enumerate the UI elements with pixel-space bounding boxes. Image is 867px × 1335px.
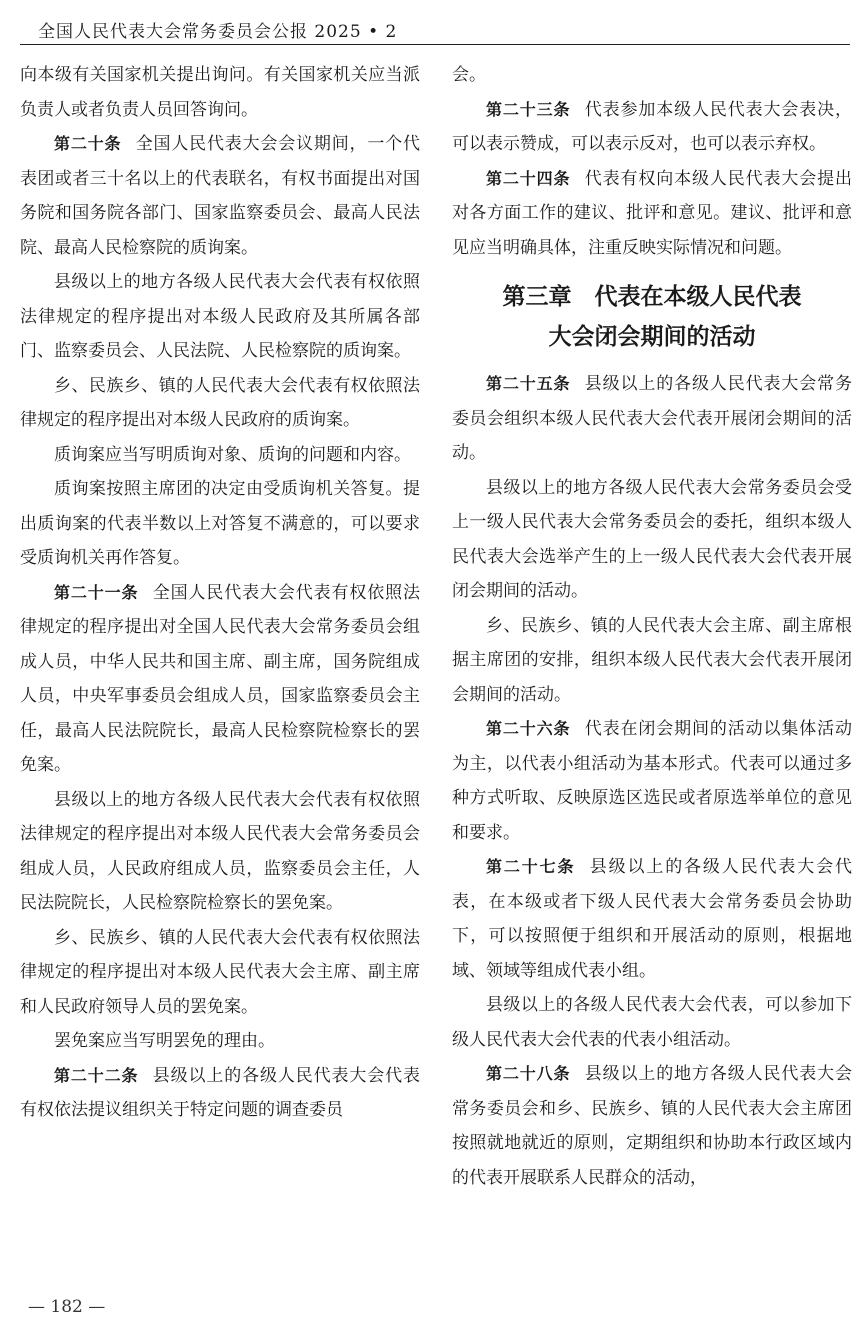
article-text: 全国人民代表大会会议期间，一个代表团或者三十名以上的代表联名，有权书面提出对国务院和国务院各部门、国家监察委员会、最高人民法院、最高人民检察院的质询案。	[20, 134, 420, 258]
right-column	[452, 58, 852, 1195]
paragraph: 质询案应当写明质询对象、质询的问题和内容。	[54, 444, 411, 465]
paragraph: 县级以上的地方各级人民代表大会代表有权依照法律规定的程序提出对本级人民政府及其所属各部门、监察委员会、人民法院、人民检察院的质询案。	[20, 272, 420, 361]
article-label: 第二十四条	[486, 168, 571, 188]
paragraph: 县级以上的各级人民代表大会代表，可以参加下级人民代表大会代表的代表小组活动。	[452, 995, 852, 1050]
article-text: 县级以上的各级人民代表大会常务委员会组织本级人民代表大会代表开展闭会期间的活动。	[452, 374, 852, 463]
article-text: 全国人民代表大会代表有权依照法律规定的程序提出对全国人民代表大会常务委员会组成人员，中华人民共和国主席、副主席，国务院组成人员，中央军事委员会组成人员，国家监察委员会主任，最高人民法院院长，最高人民检察院检察长的罢免案。	[20, 582, 420, 775]
article-text: 县级以上的各级人民代表大会代表有权依法提议组织关于特定问题的调查委员	[20, 1065, 420, 1120]
article-20	[20, 127, 420, 265]
chapter-title-line-2: 大会闭会期间的活动	[548, 324, 756, 350]
article-text: 代表参加本级人民代表大会表决，可以表示赞成，可以表示反对，也可以表示弃权。	[452, 99, 852, 154]
page-number: — 182 —	[28, 1297, 106, 1317]
article-label: 第二十一条	[54, 582, 139, 602]
paragraph: 向本级有关国家机关提出询问。有关国家机关应当派负责人或者负责人员回答询问。	[20, 65, 420, 120]
article-text: 代表有权向本级人民代表大会提出对各方面工作的建议、批评和意见。建议、批评和意见应当明确具体，注重反映实际情况和问题。	[452, 168, 852, 258]
paragraph: 乡、民族乡、镇的人民代表大会主席、副主席根据主席团的安排，组织本级人民代表大会代表开展闭会期间的活动。	[452, 615, 852, 705]
article-25	[452, 367, 852, 471]
paragraph: 县级以上的地方各级人民代表大会常务委员会受上一级人民代表大会常务委员会的委托，组织本级人民代表大会选举产生的上一级人民代表大会代表开展闭会期间的活动。	[452, 477, 852, 601]
article-21	[20, 576, 420, 783]
paragraph: 质询案按照主席团的决定由受质询机关答复。提出质询案的代表半数以上对答复不满意的，可以要求受质询机关再作答复。	[20, 479, 420, 568]
article-label: 第二十七条	[486, 857, 576, 876]
article-label: 第二十二条	[54, 1065, 139, 1085]
article-24	[452, 162, 852, 266]
journal-title: 全国人民代表大会常务委员会公报 2025 • 2	[38, 22, 398, 42]
article-22	[20, 1059, 420, 1128]
article-label: 第二十六条	[486, 719, 571, 738]
article-text: 县级以上的各级人民代表大会代表，在本级或者下级人民代表大会常务委员会协助下，可以按照便于组织和开展活动的原则，根据地域、领域等组成代表小组。	[452, 857, 852, 981]
article-label: 第二十三条	[486, 99, 571, 119]
article-27	[452, 850, 852, 988]
article-label: 第二十八条	[486, 1064, 571, 1083]
paragraph: 罢免案应当写明罢免的理由。	[54, 1031, 275, 1051]
article-label: 第二十条	[54, 134, 122, 153]
chapter-heading	[452, 277, 852, 357]
paragraph: 乡、民族乡、镇的人民代表大会代表有权依照法律规定的程序提出对本级人民政府的质询案。	[20, 375, 420, 430]
article-text: 代表在闭会期间的活动以集体活动为主，以代表小组活动为基本形式。代表可以通过多种方式听取、反映原选区选民或者原选举单位的意见和要求。	[452, 719, 852, 843]
article-label: 第二十五条	[486, 374, 571, 393]
article-28	[452, 1057, 852, 1195]
paragraph: 县级以上的地方各级人民代表大会代表有权依照法律规定的程序提出对本级人民代表大会常务委员会组成人员，人民政府组成人员，监察委员会主任，人民法院院长，人民检察院检察长的罢免案。	[20, 789, 420, 913]
article-23	[452, 93, 852, 162]
article-26	[452, 712, 852, 850]
page-header	[20, 8, 850, 45]
article-text: 县级以上的地方各级人民代表大会常务委员会和乡、民族乡、镇的人民代表大会主席团按照就地就近的原则，定期组织和协助本行政区域内的代表开展联系人民群众的活动，	[452, 1064, 852, 1188]
paragraph: 乡、民族乡、镇的人民代表大会代表有权依照法律规定的程序提出对本级人民代表大会主席、副主席和人民政府领导人员的罢免案。	[20, 927, 420, 1017]
paragraph: 会。	[452, 65, 486, 85]
chapter-title-line-1: 第三章 代表在本级人民代表	[502, 284, 802, 310]
left-column	[20, 58, 420, 1128]
